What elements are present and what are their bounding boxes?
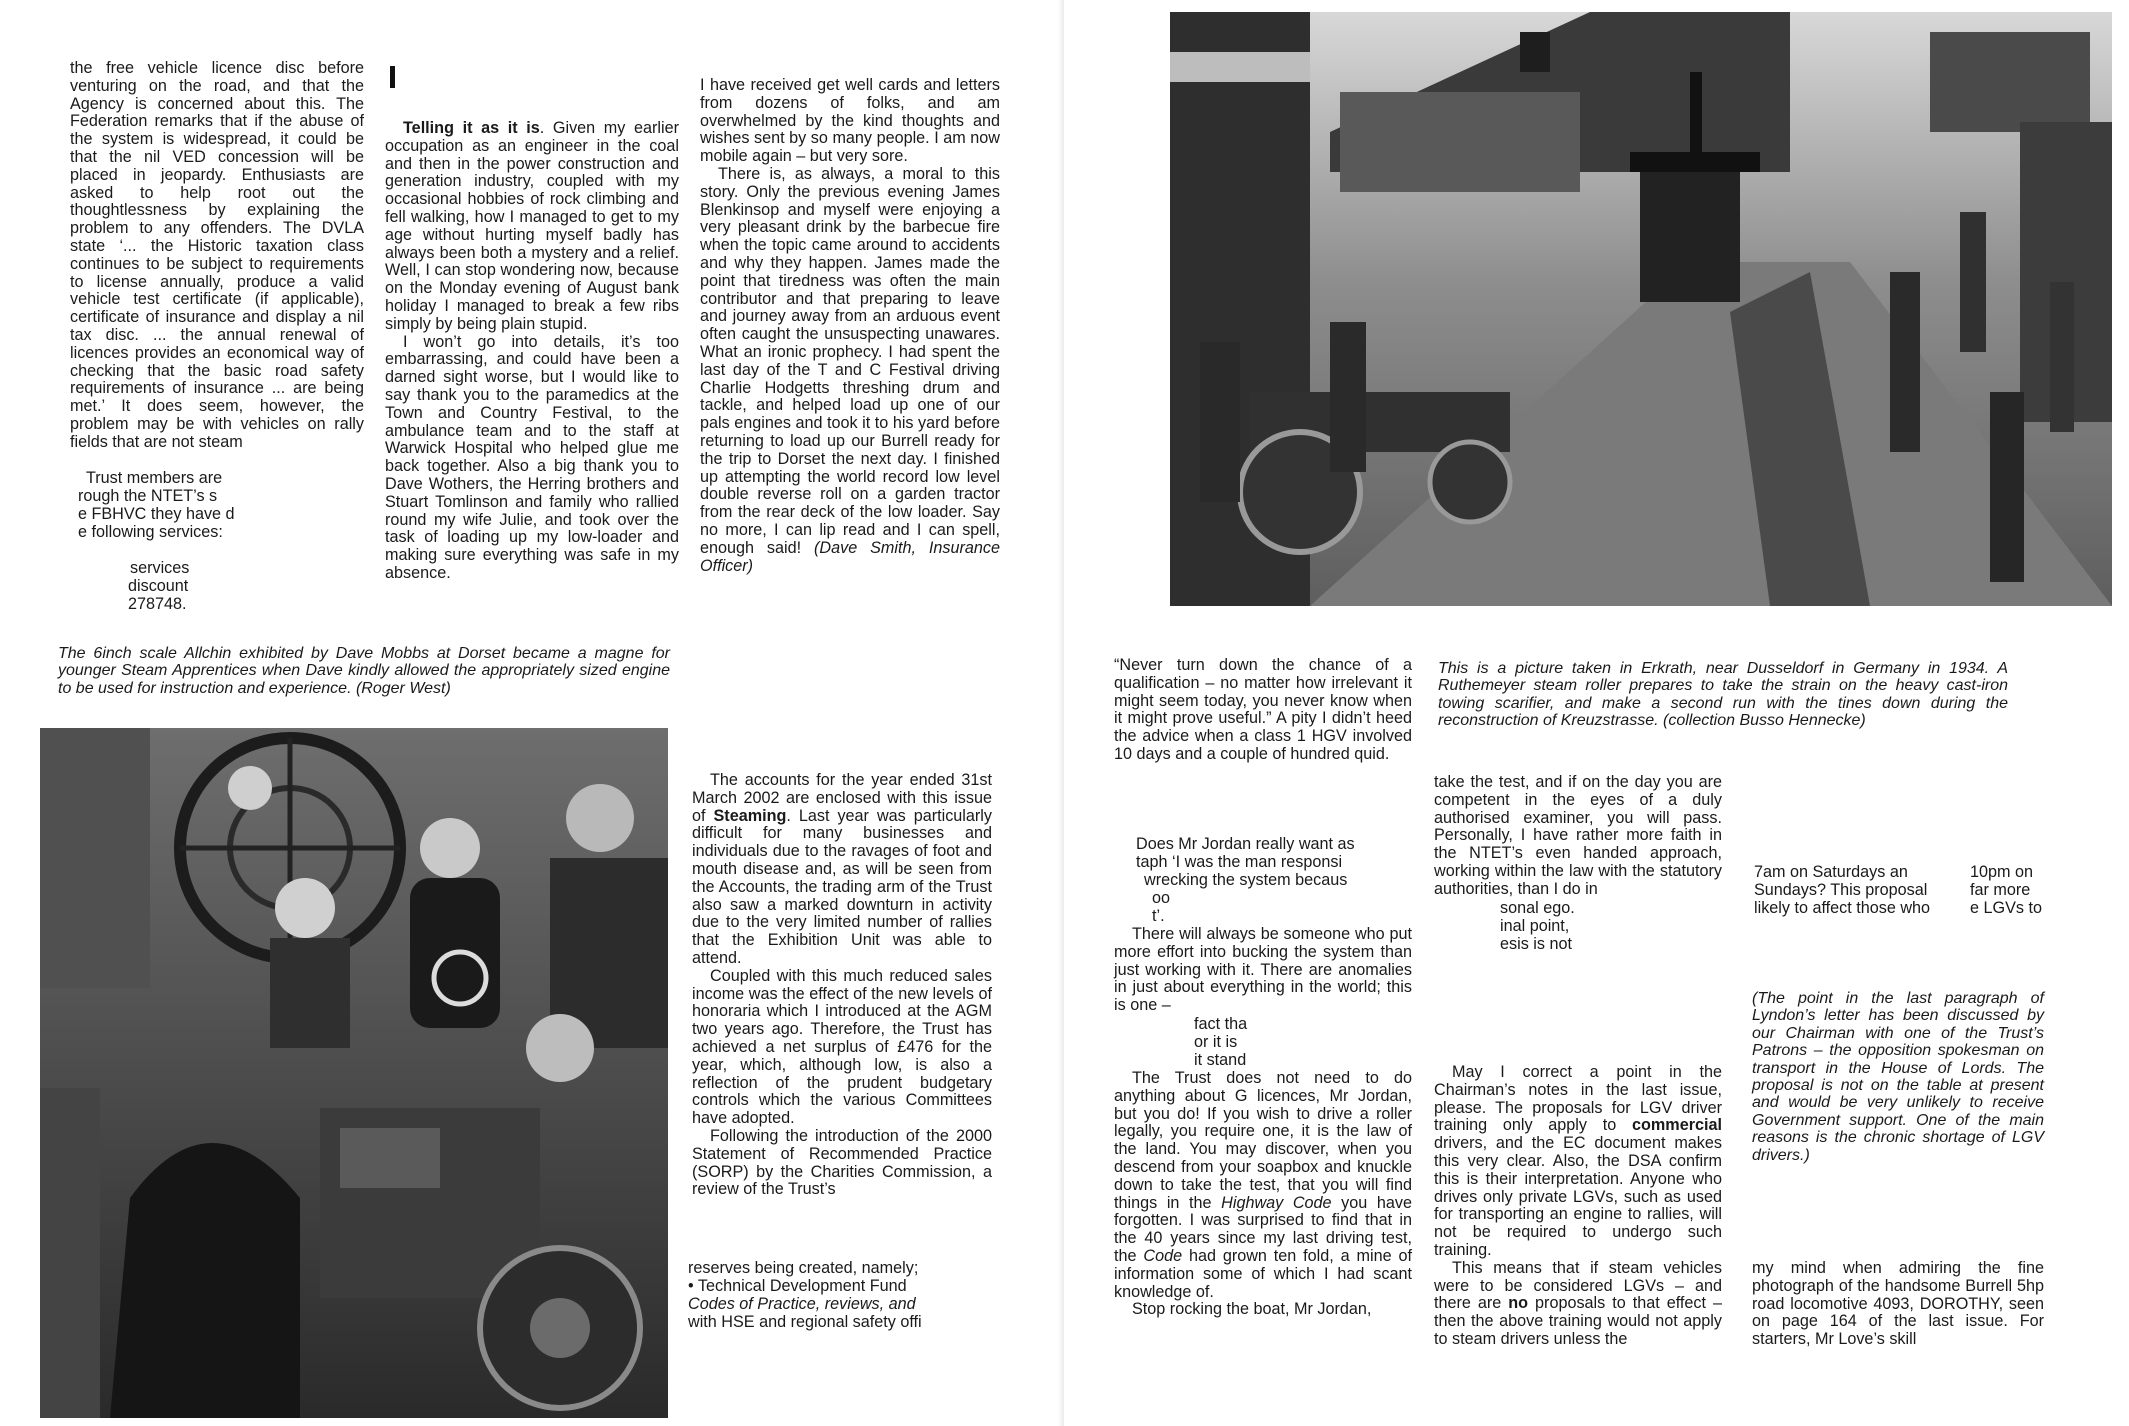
- partial-text-line: [688, 1296, 916, 1314]
- body-text: . Last year was particularly difficult for many businesses and individuals due to the ravages of foot and mouth disease and, as will be seen from the Accounts, the trading arm of the Trust also saw a marked downturn in activity due to the very limited number of rallies that the Exhibition Unit was able to attend.: [692, 806, 992, 967]
- left-column-4: [692, 772, 992, 1199]
- body-text: proposals to that effect – then the above training would not apply to steam drivers unless the: [1434, 1294, 1722, 1348]
- author-credit: (Dave Smith, Insurance Officer): [700, 538, 1001, 575]
- photo-caption: The 6inch scale Allchin exhibited by Dave Mobbs at Dorset became a magne for younger Steam Apprentices when Dave kindly allowed the appropriately sized engine to be used for instruction and experience. (Roger West): [58, 645, 670, 697]
- right-column-2-continued: [1434, 1064, 1722, 1349]
- partial-text-line: 278748.: [128, 595, 187, 613]
- right-column-3: [1752, 1260, 2044, 1349]
- body-paragraph: the free vehicle licence disc before venturing on the road, and that the Agency is concerned about this. The Federation remarks that if the abuse of the system is widespread, it could be that the nil VED concession will be placed in jeopardy. Enthusiasts are asked to help root out the thoughtlessness by explaining the problem to any offenders. The DVLA state ‘... the Historic taxation class continues to be subject to requirements to license annually, produce a valid vehicle test certificate (if applicable), certificate of insurance and display a nil tax disc. ... the annual renewal of licences provides an economical way of checking that the basic road safety requirements of insurance ... are being met.’ It does seem, however, the problem may be with vehicles on rally fields that are not steam: [70, 59, 364, 451]
- partial-text-line: inal point,: [1500, 917, 1570, 935]
- right-column-1: [1114, 657, 1412, 764]
- steam-apprentices-photo: [40, 728, 668, 1418]
- partial-text-line: 7am on Saturdays an: [1754, 863, 1908, 881]
- editor-note: (The point in the last paragraph of Lyndon’s letter has been discussed by our Chairman with one of the Trust’s Patrons – the opposition spokesman on transport in the House of Lords. The proposal is not on the table at present and would be very unlikely to receive Government support. One of the main reasons is the chronic shortage of LGV drivers.): [1752, 990, 2044, 1164]
- publication-name: Steaming: [713, 806, 787, 825]
- partial-text-line: e following services:: [78, 523, 223, 541]
- left-column-2: [385, 120, 679, 583]
- body-text: There is, as always, a moral to this story. Only the previous evening James Blenkinsop and myself were enjoying a very pleasant drink by the barbecue fire when the topic came around to accidents and why they happen. James made the point that tiredness was often the main contributor and that preparing to leave and journey away from an arduous event often caught the unsuspecting unawares. What an ironic prophecy. I had spent the last day of the T and C Festival driving Charlie Hodgetts threshing drum and tackle, and helped load up one of our pals engines and took it to his yard before returning to load up our Burrell ready for the trip to Dorset the next day. I finished up attempting the world record low level double reverse roll on a garden tractor from the rear deck of the low loader. Say no more, I can lip read and I can spell, enough said!: [700, 164, 1000, 557]
- body-text: . Given my earlier occupation as an engineer in the coal and then in the power construction and generation industry, coupled with my occasional hobbies of rock climbing and fell walking, how I managed to get to my age without hurting myself badly has always been both a mystery and a relief. Well, I can stop wondering now, because on the Monday evening of August bank holiday I managed to break a few ribs simply by being plain stupid.: [385, 119, 679, 333]
- partial-text-line: e LGVs to: [1970, 899, 2042, 917]
- body-paragraph: my mind when admiring the fine photograph of the handsome Burrell 5hp road locomotive 4093, DOROTHY, seen on page 164 of the last issue. For starters, Mr Love’s skill: [1752, 1259, 2044, 1349]
- body-paragraph: “Never turn down the chance of a qualification – no matter how irrelevant it might seem today, you never know when it might prove useful.” A pity I didn’t heed the advice when a class 1 HGV involved 10 days and a couple of hundred quid.: [1114, 656, 1412, 763]
- body-paragraph: Stop rocking the boat, Mr Jordan,: [1132, 1300, 1372, 1319]
- partial-text-line: e FBHVC they have d: [78, 505, 235, 523]
- partial-text-line: discount: [128, 577, 189, 595]
- partial-text-line: sonal ego.: [1500, 899, 1575, 917]
- body-paragraph: There will always be someone who put more effort into bucking the system than just working with it. There are anomalies in just about everything in the world; this is one –: [1114, 925, 1412, 1015]
- partial-text-line: esis is not: [1500, 935, 1572, 953]
- right-column-1-continued: [1114, 926, 1412, 1015]
- body-text: This means that if steam vehicles were to be considered LGVs – and there are: [1434, 1258, 1722, 1313]
- book-title: Code: [1143, 1246, 1183, 1265]
- left-column-3: [700, 77, 1000, 575]
- partial-text: Codes of Practice, reviews, and: [688, 1295, 916, 1313]
- partial-text-line: reserves being created, namely;: [688, 1259, 919, 1277]
- partial-text-line: likely to affect those who: [1754, 899, 1931, 917]
- partial-text-line: t’.: [1152, 907, 1165, 925]
- partial-text-line: rough the NTET’s s: [78, 487, 218, 505]
- body-paragraph: Coupled with this much reduced sales income was the effect of the new levels of honoraria which I introduced at the AGM two years ago. Therefore, the Trust has achieved a net surplus of £476 for the year, which, although low, is also a reflection of the prudent budgetary controls which the various Committees have adopted.: [692, 966, 992, 1128]
- emphasis: no: [1508, 1294, 1529, 1313]
- partial-text-line: wrecking the system becaus: [1144, 871, 1348, 889]
- body-paragraph: I won’t go into details, it’s too embarrassing, and could have been a darned sight worse, but I would like to say thank you to the paramedics at the Town and Country Festival, to the ambulance team and to the staff at Warwick Hospital who helped glue me back together. Also a big thank you to Dave Wothers, the Herring brothers and Stuart Tomlinson and family who rallied round my wife Julie, and took over the task of loading up my low-loader and making sure everything was safe in my absence.: [385, 332, 679, 582]
- body-text: The Trust does not need to do anything about G licences, Mr Jordan, but you do! If you wish to drive a roller legally, you require one, it is the law of the land. You may discover, when you descend from your soapbox and knuckle down to take the test, that you will find things in the: [1114, 1069, 1412, 1212]
- partial-text-line: services: [130, 559, 190, 577]
- bullet-item: • Technical Development Fund: [688, 1278, 907, 1296]
- photo-caption: This is a picture taken in Erkrath, near Dusseldorf in Germany in 1934. A Ruthemeyer steam roller prepares to take the strain on the heavy cast-iron towing scarifier, and make a second run with the tines down during the reconstruction of Kreuzstrasse. (collection Busso Hennecke): [1438, 660, 2008, 730]
- body-text: May I correct a point in the Chairman’s notes in the last issue, please. The proposals for LGV driver training only apply to: [1434, 1063, 1722, 1135]
- right-column-2: [1434, 774, 1722, 899]
- partial-text-line: 10pm on: [1970, 863, 2033, 881]
- partial-text-line: Sundays? This proposal: [1754, 881, 1928, 899]
- partial-text-line: fact tha: [1194, 1015, 1248, 1033]
- body-text: The accounts for the year ended 31st March 2002 are enclosed with this issue of: [692, 771, 992, 825]
- body-text: had grown ten fold, a mine of information some of which I had scant knowledge of.: [1114, 1246, 1412, 1301]
- body-text: you have forgotten. I was surprised to find that in the 40 years since my last driving test, the: [1114, 1193, 1412, 1265]
- book-title: Highway Code: [1221, 1193, 1332, 1212]
- partial-text-line: far more: [1970, 881, 2031, 899]
- erkrath-roadworks-photo: [1170, 12, 2112, 606]
- partial-text-line: or it is: [1194, 1033, 1238, 1051]
- partial-text-line: taph ‘I was the man responsi: [1136, 853, 1343, 871]
- partial-text-line: Trust members are: [86, 469, 223, 487]
- partial-text-line: with HSE and regional safety offi: [688, 1313, 922, 1331]
- left-column-1: [70, 60, 364, 452]
- body-paragraph: I have received get well cards and letters from dozens of folks, and am overwhelmed by the kind thoughts and wishes sent by so many people. I am now mobile again – but very sore.: [700, 76, 1000, 166]
- partial-text-line: it stand: [1194, 1051, 1247, 1069]
- partial-text-line: Does Mr Jordan really want as: [1136, 835, 1355, 853]
- body-paragraph: take the test, and if on the day you are competent in the eyes of a duly authorised examiner, you will pass. Personally, I have rather more faith in the NTET’s even handed approach, working within the law with the statutory authorities, than I do in: [1434, 773, 1722, 898]
- partial-text-line: oo: [1152, 889, 1171, 907]
- emphasis: commercial: [1632, 1116, 1722, 1135]
- section-marker: [390, 66, 395, 88]
- section-heading: Telling it as it is: [403, 119, 540, 137]
- body-text: drivers, and the EC document makes this very clear. Also, the DSA confirm this is their interpretation. Anyone who drives only private LGVs, such as used for transporting an engine to rallies, will not be required to undergo such training.: [1434, 1134, 1722, 1259]
- left-page: [0, 0, 1064, 1426]
- body-paragraph: Following the introduction of the 2000 Statement of Recommended Practice (SORP) by the Charities Commission, a review of the Trust’s: [692, 1126, 992, 1199]
- right-column-1-end: [1114, 1070, 1412, 1319]
- right-page: [1064, 0, 2129, 1426]
